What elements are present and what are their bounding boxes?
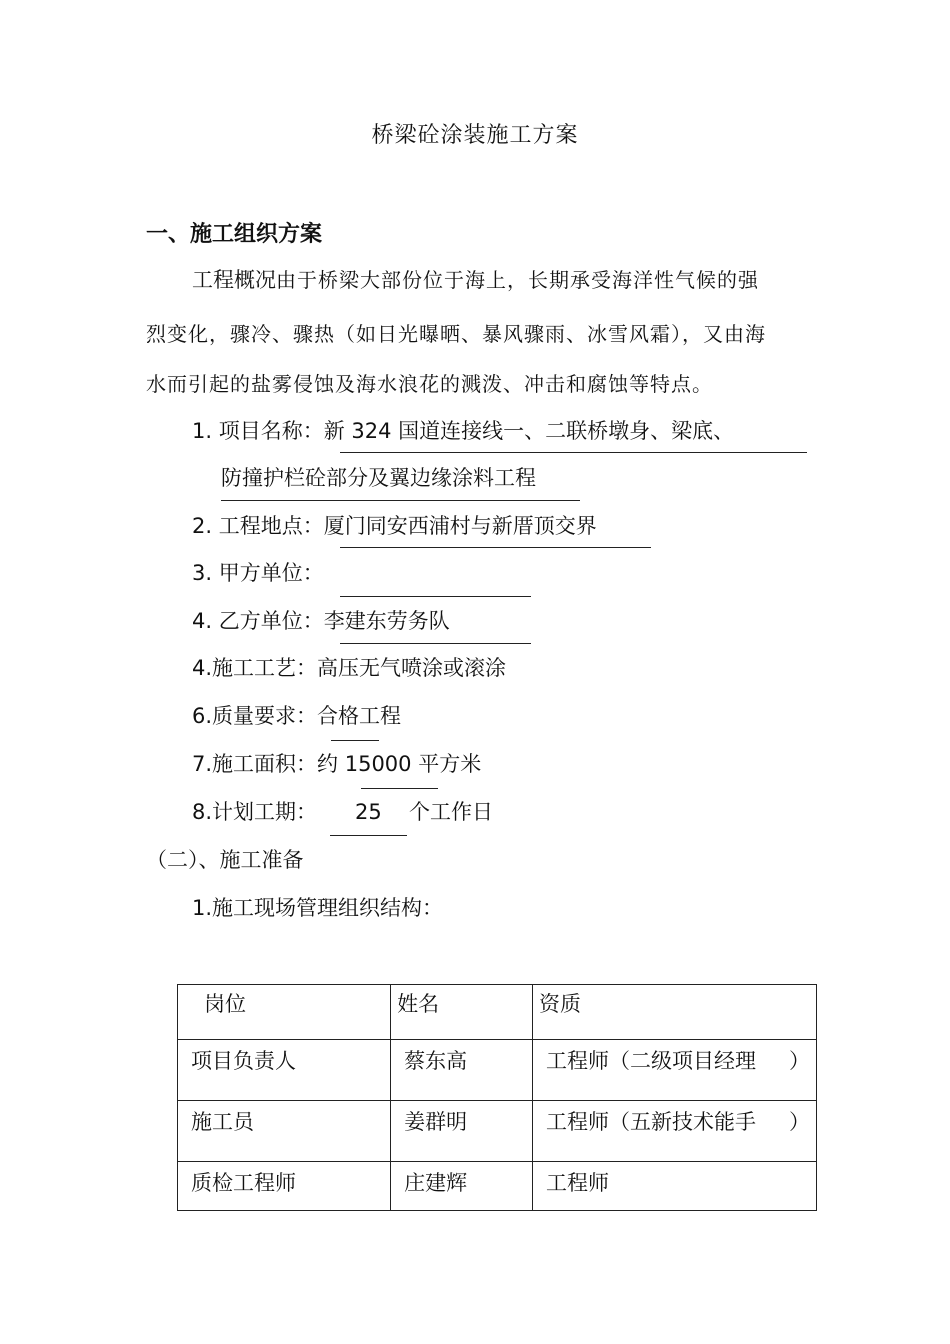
period-value: 25 — [355, 800, 382, 824]
qualification-text: 工程师（五新技术能手 — [546, 1110, 756, 1134]
qualification-text: 工程师（二级项目经理 — [546, 1049, 756, 1073]
process-label: 4.施工工艺： — [192, 656, 318, 680]
period-underline — [330, 835, 407, 836]
quality-label: 6.质量要求： — [192, 704, 318, 728]
quality-underline — [331, 740, 379, 741]
qualification-close: ） — [789, 1110, 810, 1134]
qualification-text: 工程师 — [546, 1171, 609, 1195]
area-value: 约 15000 平方米 — [317, 752, 482, 776]
qualification-close: ） — [789, 1049, 810, 1073]
table-row — [178, 1101, 817, 1162]
site-label: 2. 工程地点： — [192, 514, 324, 538]
item-period — [192, 796, 317, 828]
cell-post: 项目负责人 — [178, 1040, 391, 1101]
org-structure-label: 1.施工现场管理组织结构： — [192, 896, 444, 920]
project-name-underline-2 — [221, 500, 580, 501]
item-site — [192, 510, 597, 542]
overview-line-1 — [192, 264, 759, 294]
area-label: 7.施工面积： — [192, 752, 318, 776]
overview-line-2: 烈变化，骤冷、骤热（如日光曝晒、暴风骤雨、冰雪风霜），又由海 — [146, 322, 766, 346]
process-value: 高压无气喷涂或滚涂 — [317, 656, 507, 680]
overview-text-1: 由于桥梁大部份位于海上，长期承受海洋性气候的强 — [276, 268, 759, 292]
table-header-row — [178, 985, 817, 1040]
party-b-label: 4. 乙方单位： — [192, 609, 324, 633]
project-name-label: 1. 项目名称： — [192, 419, 324, 443]
site-underline — [340, 547, 651, 548]
table-row — [178, 1162, 817, 1211]
cell-qualification — [533, 1162, 817, 1211]
party-a-underline — [340, 596, 531, 597]
header-qualification: 资质 — [533, 985, 817, 1040]
item-party-b — [192, 605, 450, 637]
period-label: 8.计划工期： — [192, 800, 318, 824]
cell-post: 施工员 — [178, 1101, 391, 1162]
item-quality — [192, 700, 401, 732]
table-row — [178, 1040, 817, 1101]
party-b-value: 李建东劳务队 — [323, 609, 450, 633]
party-a-label: 3. 甲方单位： — [192, 561, 324, 585]
cell-name: 蔡东高 — [391, 1040, 533, 1101]
cell-post: 质检工程师 — [178, 1162, 391, 1211]
document-title: 桥梁砼涂装施工方案 — [371, 123, 579, 148]
header-post: 岗位 — [178, 985, 391, 1040]
site-value: 厦门同安西浦村与新厝顶交界 — [323, 514, 597, 538]
item-party-a — [192, 557, 324, 589]
quality-value: 合格工程 — [317, 704, 402, 728]
area-underline — [361, 788, 438, 789]
project-name-underline-1 — [340, 452, 807, 453]
project-name-value-1: 新 324 国道连接线一、二联桥墩身、梁底、 — [323, 419, 735, 443]
section-heading-1: 一、施工组织方案 — [146, 222, 323, 247]
party-b-underline — [340, 643, 531, 644]
cell-qualification — [533, 1101, 817, 1162]
item-project-name — [192, 415, 734, 447]
overview-line-3: 水而引起的盐雾侵蚀及海水浪花的溅泼、冲击和腐蚀等特点。 — [146, 372, 713, 396]
cell-name: 庄建辉 — [391, 1162, 533, 1211]
overview-lead: 工程概况 — [192, 268, 276, 292]
item-area — [192, 748, 481, 780]
section-heading-2: （二）、施工准备 — [146, 848, 304, 872]
period-unit: 个工作日 — [409, 800, 493, 824]
staff-table — [177, 984, 817, 1211]
item-process — [192, 652, 506, 684]
cell-qualification — [533, 1040, 817, 1101]
header-name: 姓名 — [391, 985, 533, 1040]
project-name-value-2: 防撞护栏砼部分及翼边缘涂料工程 — [221, 466, 536, 490]
cell-name: 姜群明 — [391, 1101, 533, 1162]
